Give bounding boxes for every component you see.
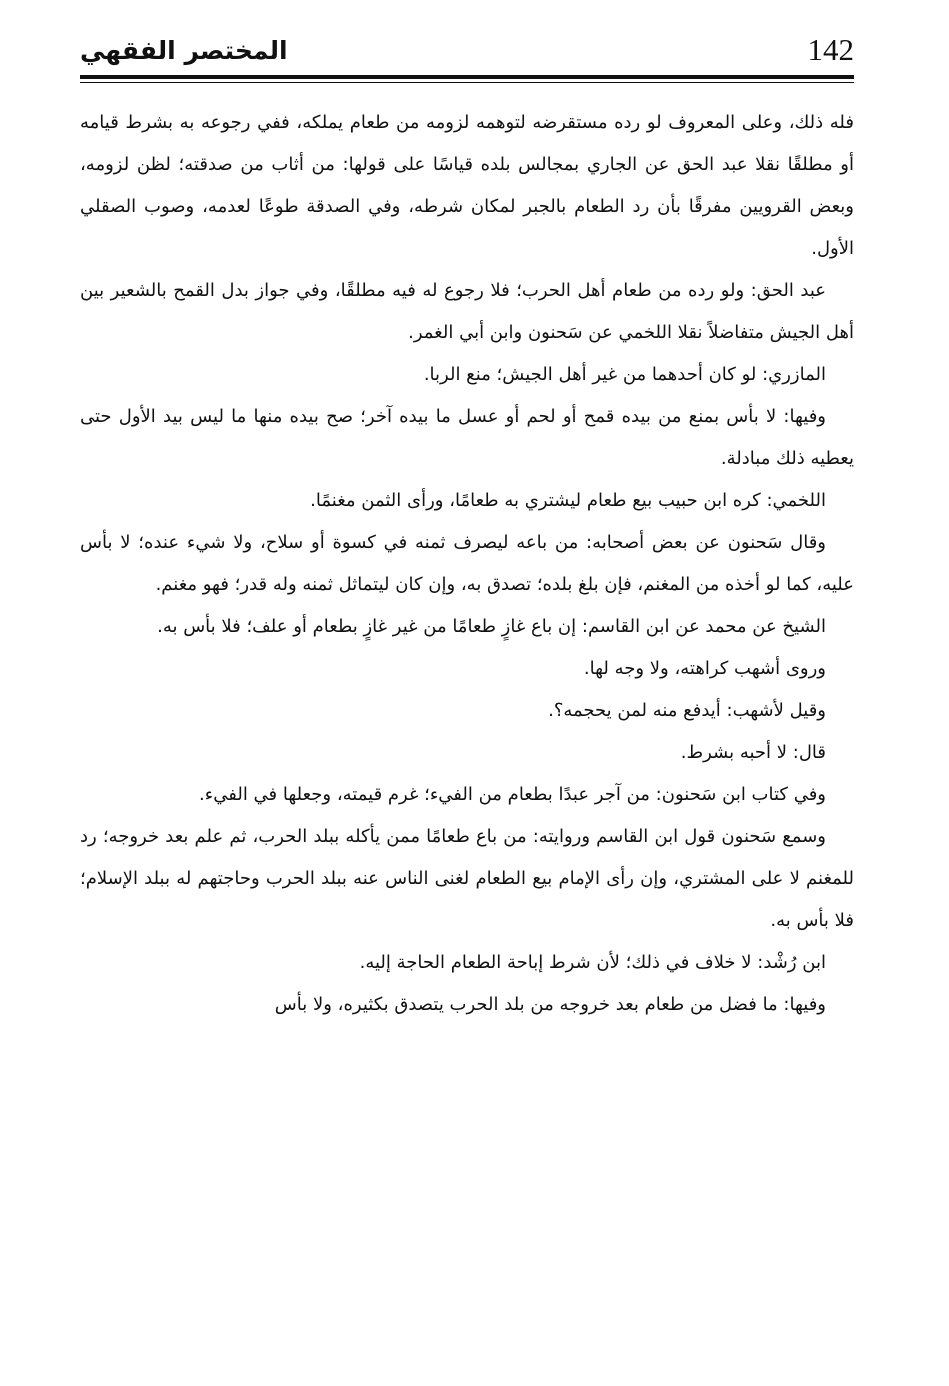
header-rule-thick <box>80 75 854 79</box>
paragraph: الشيخ عن محمد عن ابن القاسم: إن باع غازٍ طعامًا من غير غازٍ بطعام أو علف؛ فلا بأس به. <box>157 616 826 637</box>
paragraph: اللخمي: كره ابن حبيب بيع طعام ليشتري به طعامًا، ورأى الثمن مغنمًا. <box>310 490 826 511</box>
page <box>80 30 854 1360</box>
paragraph: عبد الحق: ولو رده من طعام أهل الحرب؛ فلا رجوع له فيه مطلقًا، وفي جواز بدل القمح بالشعير بين أهل الجيش متفاضلاً نقلا اللخمي عن سَحنون وابن أبي الغمر. <box>80 280 854 343</box>
body-text <box>80 102 854 1026</box>
paragraph: وسمع سَحنون قول ابن القاسم وروايته: من باع طعامًا ممن يأكله ببلد الحرب، ثم علم بعد خروجه؛ رد للمغنم لا على المشتري، وإن رأى الإمام بيع الطعام لغنى الناس عنه ببلد الحرب وحاجتهم له ببلد الإسلام؛ فلا بأس به. <box>80 826 854 931</box>
running-title: المختصر الفقهي <box>80 36 288 65</box>
page-number: 142 <box>807 32 854 67</box>
paragraph: وقيل لأشهب: أيدفع منه لمن يحجمه؟. <box>548 700 826 721</box>
paragraph: قال: لا أحبه بشرط. <box>680 742 826 763</box>
header-rule-thin <box>80 82 854 83</box>
paragraph: المازري: لو كان أحدهما من غير أهل الجيش؛ منع الربا. <box>423 364 826 385</box>
paragraph: وفي كتاب ابن سَحنون: من آجر عبدًا بطعام من الفيء؛ غرم قيمته، وجعلها في الفيء. <box>199 784 826 805</box>
paragraph: ابن رُشْد: لا خلاف في ذلك؛ لأن شرط إباحة الطعام الحاجة إليه. <box>359 952 826 973</box>
paragraph: وقال سَحنون عن بعض أصحابه: من باعه ليصرف ثمنه في كسوة أو سلاح، ولا شيء عنده؛ لا بأس عليه، كما لو أخذه من المغنم، فإن بلغ بلده؛ تصدق به، وإن كان ليتماثل ثمنه وله قدر؛ فهو مغنم. <box>80 532 854 595</box>
paragraph: فله ذلك، وعلى المعروف لو رده مستقرضه لتوهمه لزومه من طعام يملكه، ففي رجوعه به بشرط قيامه أو مطلقًا نقلا عبد الحق عن الجاري بمجالس بلده قياسًا على قولها: من أثاب من صدقته؛ لظن لزومه، وبعض القرويين مفرقًا بأن رد الطعام بالجبر لمكان شرطه، وفي الصدقة طوعًا لعدمه، وصوب الصقلي الأول. <box>80 112 854 259</box>
paragraph: وفيها: ما فضل من طعام بعد خروجه من بلد الحرب يتصدق بكثيره، ولا بأس <box>274 994 826 1015</box>
page-header <box>80 30 854 82</box>
paragraph: وروى أشهب كراهته، ولا وجه لها. <box>583 658 826 679</box>
paragraph: وفيها: لا بأس بمنع من بيده قمح أو لحم أو عسل ما بيده آخر؛ صح بيده منها ما ليس بيد الأول حتى يعطيه ذلك مبادلة. <box>80 406 854 469</box>
